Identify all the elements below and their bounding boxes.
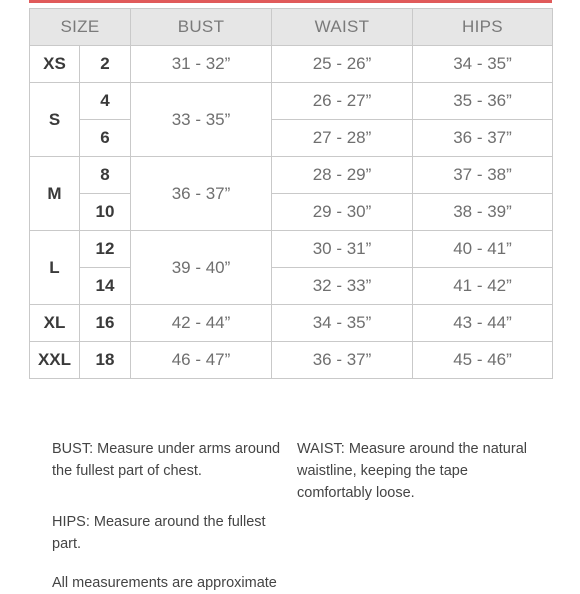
waist-value: 32 - 33” — [272, 268, 413, 305]
header-hips: HIPS — [413, 9, 553, 46]
bust-value: 39 - 40” — [131, 231, 272, 305]
bust-note-text: Measure under arms around the fullest part of chest. — [52, 441, 281, 479]
size-label: M — [30, 157, 80, 231]
approximate-note-text: All measurements are approximate — [52, 575, 277, 591]
hips-note-term: HIPS: — [52, 514, 90, 530]
waist-note-text: Measure around the natural waistline, keeping the tape comfortably loose. — [297, 441, 527, 501]
bust-note — [52, 438, 292, 482]
table-row — [30, 157, 553, 194]
table-row — [30, 120, 553, 157]
waist-note-term: WAIST: — [297, 441, 345, 457]
hips-value: 40 - 41” — [413, 231, 553, 268]
table-row — [30, 342, 553, 379]
bust-value: 31 - 32” — [131, 46, 272, 83]
size-label: XXL — [30, 342, 80, 379]
bust-value: 36 - 37” — [131, 157, 272, 231]
size-number: 2 — [80, 46, 131, 83]
hips-value: 41 - 42” — [413, 268, 553, 305]
size-label: XS — [30, 46, 80, 83]
size-number: 10 — [80, 194, 131, 231]
size-number: 18 — [80, 342, 131, 379]
table-row — [30, 305, 553, 342]
waist-note — [297, 438, 537, 504]
size-label: S — [30, 83, 80, 157]
size-number: 16 — [80, 305, 131, 342]
bust-value: 46 - 47” — [131, 342, 272, 379]
bust-note-term: BUST: — [52, 441, 94, 457]
hips-value: 43 - 44” — [413, 305, 553, 342]
hips-note-text: Measure around the fullest part. — [52, 514, 266, 552]
hips-value: 37 - 38” — [413, 157, 553, 194]
table-row — [30, 268, 553, 305]
waist-value: 30 - 31” — [272, 231, 413, 268]
approximate-note-cutoff — [52, 572, 352, 591]
waist-value: 26 - 27” — [272, 83, 413, 120]
hips-value: 34 - 35” — [413, 46, 553, 83]
header-size: SIZE — [30, 9, 131, 46]
size-number: 14 — [80, 268, 131, 305]
waist-value: 27 - 28” — [272, 120, 413, 157]
size-number: 8 — [80, 157, 131, 194]
table-row — [30, 83, 553, 120]
hips-value: 45 - 46” — [413, 342, 553, 379]
header-waist: WAIST — [272, 9, 413, 46]
table-header-row — [30, 9, 553, 46]
top-accent-rule — [29, 0, 552, 3]
header-bust: BUST — [131, 9, 272, 46]
waist-value: 34 - 35” — [272, 305, 413, 342]
hips-value: 38 - 39” — [413, 194, 553, 231]
waist-value: 36 - 37” — [272, 342, 413, 379]
waist-value: 25 - 26” — [272, 46, 413, 83]
waist-value: 28 - 29” — [272, 157, 413, 194]
bust-value: 42 - 44” — [131, 305, 272, 342]
hips-value: 35 - 36” — [413, 83, 553, 120]
bust-value: 33 - 35” — [131, 83, 272, 157]
table-row — [30, 231, 553, 268]
size-number: 4 — [80, 83, 131, 120]
table-row — [30, 194, 553, 231]
size-label: L — [30, 231, 80, 305]
size-number: 6 — [80, 120, 131, 157]
waist-value: 29 - 30” — [272, 194, 413, 231]
hips-value: 36 - 37” — [413, 120, 553, 157]
table-row — [30, 46, 553, 83]
size-chart-table — [29, 8, 553, 379]
size-label: XL — [30, 305, 80, 342]
size-number: 12 — [80, 231, 131, 268]
hips-note — [52, 511, 292, 555]
